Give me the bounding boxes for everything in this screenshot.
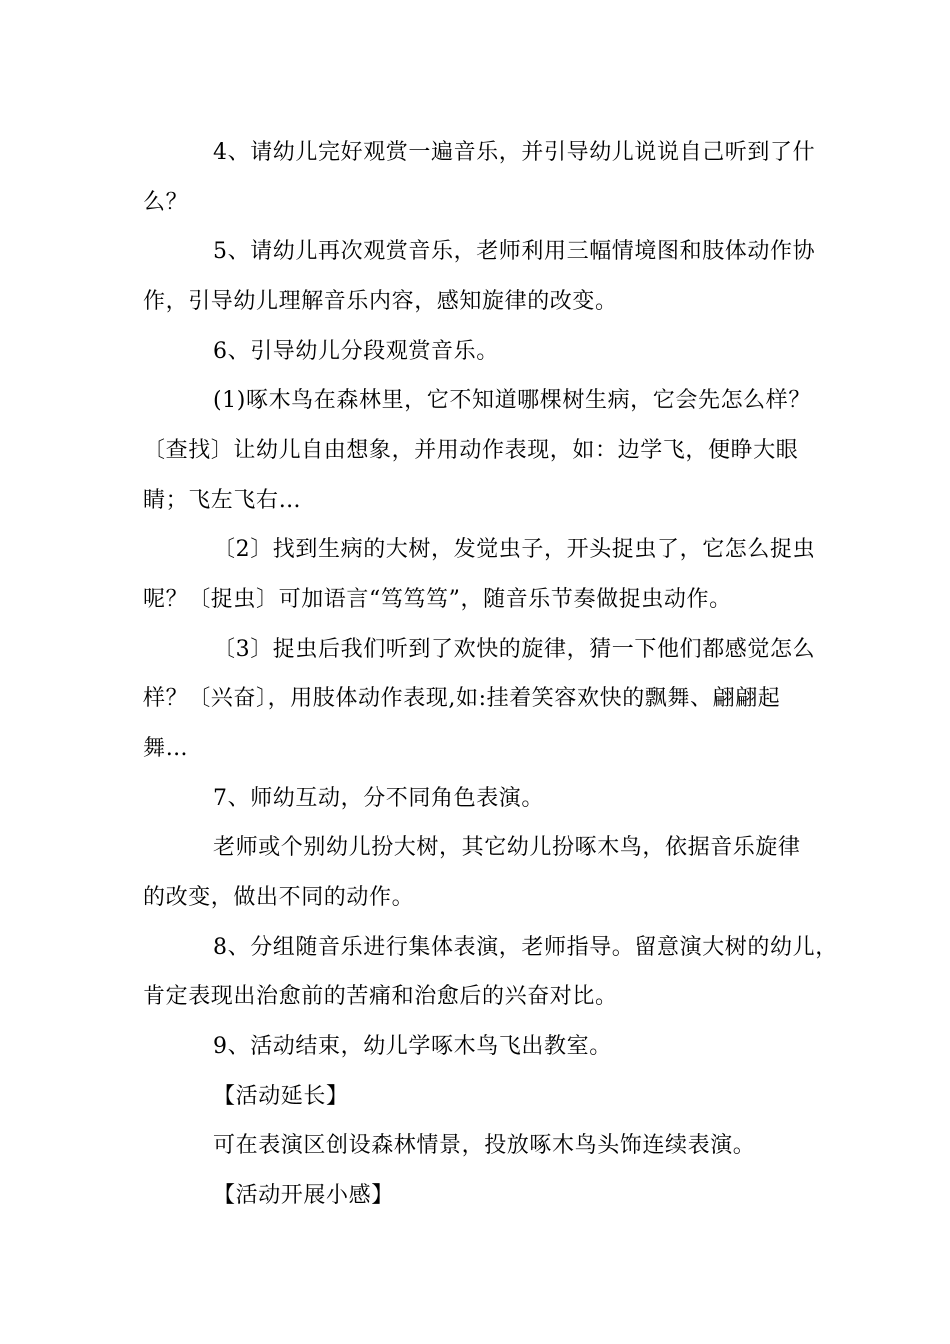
sub-2-line-1: 〔2〕找到生病的大树，发觉虫子，开头捉虫了，它怎么捉虫 (213, 537, 816, 562)
sub-3-line-1: 〔3〕捉虫后我们听到了欢快的旋律，猜一下他们都感觉怎么 (213, 637, 816, 662)
sub-3-line-2: 样？〔兴奋〕，用肢体动作表现,如:挂着笑容欢快的飘舞、翩翩起 (143, 686, 781, 711)
step-5-line-1: 5、请幼儿再次观赏音乐，老师利用三幅情境图和肢体动作协 (213, 239, 816, 264)
step-8-line-1: 8、分组随音乐进行集体表演，老师指导。留意演大树的幼儿， (213, 935, 838, 960)
section-heading-reflection: 【活动开展小感】 (213, 1183, 394, 1208)
sub-1-line-1: (1)啄木鸟在森林里，它不知道哪棵树生病，它会先怎么样？ (213, 388, 811, 413)
step-6-line: 6、引导幼儿分段观赏音乐。 (213, 339, 499, 364)
step-8-line-2: 肯定表现出治愈前的苦痛和治愈后的兴奋对比。 (143, 984, 618, 1009)
sub-1-line-3: 睛；飞左飞右… (143, 488, 302, 513)
step-7-detail-line-2: 的改变，做出不同的动作。 (143, 885, 415, 910)
step-7-detail-line-1: 老师或个别幼儿扮大树，其它幼儿扮啄木鸟，依据音乐旋律 (213, 835, 801, 860)
step-7-line: 7、师幼互动，分不同角色表演。 (213, 786, 544, 811)
sub-1-line-2: 〔查找〕让幼儿自由想象，并用动作表现，如：边学飞，便睁大眼 (143, 438, 799, 463)
section-heading-extension: 【活动延长】 (213, 1084, 349, 1109)
step-5-line-2: 作，引导幼儿理解音乐内容，感知旋律的改变。 (143, 289, 618, 314)
sub-3-line-3: 舞… (143, 736, 189, 761)
extension-text: 可在表演区创设森林情景，投放啄木鸟头饰连续表演。 (213, 1133, 756, 1158)
step-4-line-2: 么？ (143, 190, 189, 215)
step-9-line: 9、活动结束，幼儿学啄木鸟飞出教室。 (213, 1034, 612, 1059)
sub-2-line-2: 呢？〔捉虫〕可加语言“笃笃笃”，随音乐节奏做捉虫动作。 (143, 587, 732, 612)
step-4-line-1: 4、请幼儿完好观赏一遍音乐，并引导幼儿说说自己听到了什 (213, 140, 816, 165)
